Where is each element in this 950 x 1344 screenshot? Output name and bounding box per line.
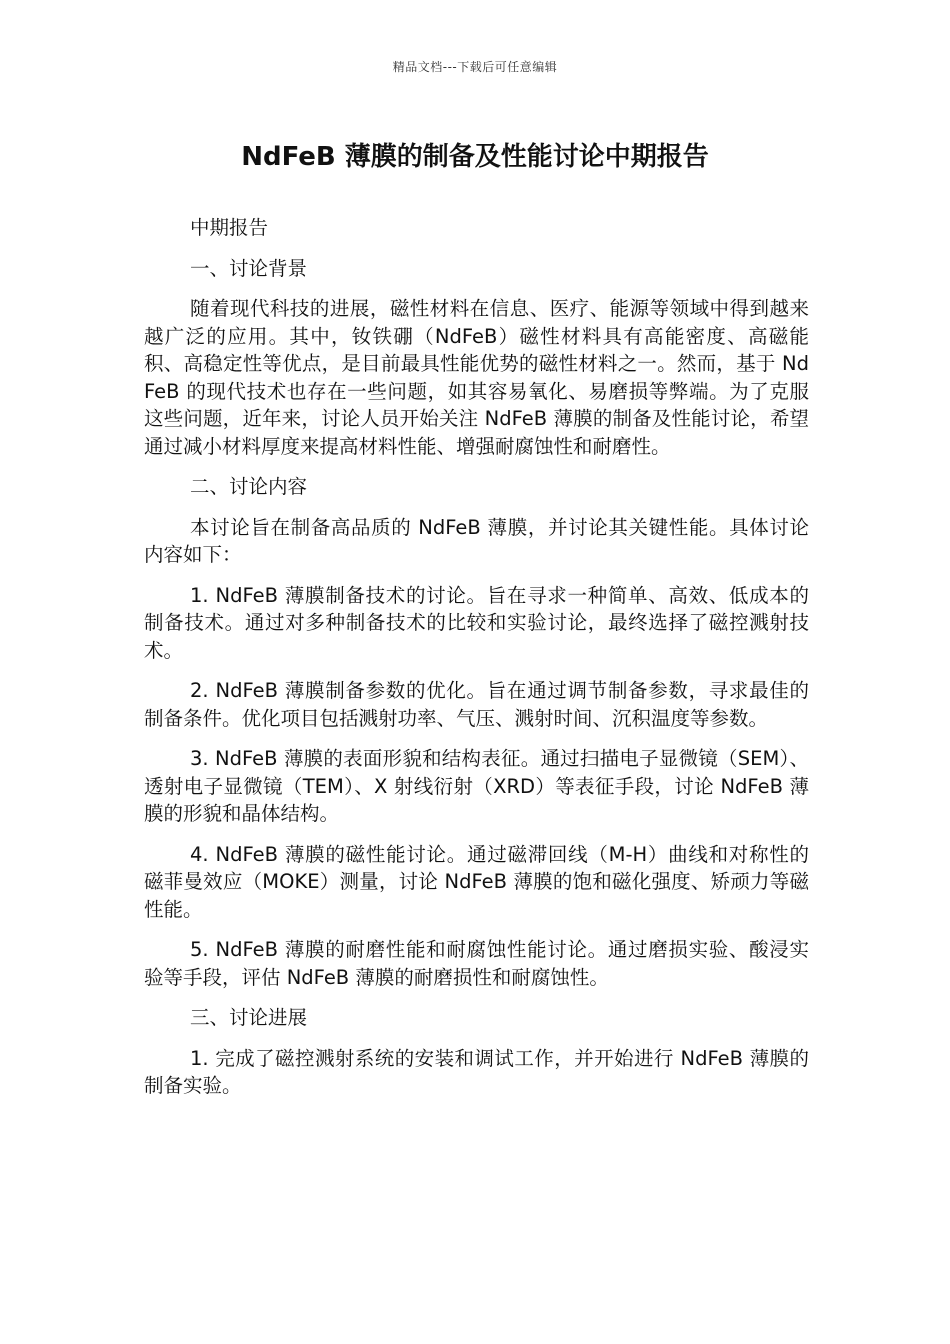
content-item: 5. NdFeB 薄膜的耐磨性能和耐腐蚀性能讨论。通过磨损实验、酸浸实验等手段，评估 NdFeB 薄膜的耐磨损性和耐腐蚀性。: [144, 938, 809, 989]
content-item: 2. NdFeB 薄膜制备参数的优化。旨在通过调节制备参数，寻求最佳的制备条件。优化项目包括溅射功率、气压、溅射时间、沉积温度等参数。: [144, 679, 809, 730]
section-heading-background: 一、讨论背景: [190, 256, 308, 280]
content-intro-paragraph: 本讨论旨在制备高品质的 NdFeB 薄膜，并讨论其关键性能。具体讨论内容如下：: [144, 515, 809, 566]
content-item: 4. NdFeB 薄膜的磁性能讨论。通过磁滞回线（M-H）曲线和对称性的磁菲曼效应（MOKE）测量，讨论 NdFeB 薄膜的饱和磁化强度、矫顽力等磁性能。: [144, 842, 809, 921]
background-paragraph: 随着现代科技的进展，磁性材料在信息、医疗、能源等领域中得到越来越广泛的应用。其中，钕铁硼（NdFeB）磁性材料具有高能密度、高磁能积、高稳定性等优点，是目前最具性能优势的磁性材料之一。然而，基于 NdFeB 的现代技术也存在一些问题，如其容易氧化、易磨损等弊端。为了克服这些问题，近年来，讨论人员开始关注 NdFeB 薄膜的制备及性能讨论，希望通过减小材料厚度来提高材料性能、增强耐腐蚀性和耐磨性。: [144, 297, 809, 458]
report-label: 中期报告: [190, 216, 269, 239]
content-item: 3. NdFeB 薄膜的表面形貌和结构表征。通过扫描电子显微镜（SEM）、透射电子显微镜（TEM）、X 射线衍射（XRD）等表征手段，讨论 NdFeB 薄膜的形貌和晶体结构。: [144, 747, 809, 825]
section-heading-content: 二、讨论内容: [190, 475, 308, 498]
document-body: [144, 214, 809, 1113]
content-item: 1. NdFeB 薄膜制备技术的讨论。旨在寻求一种简单、高效、低成本的制备技术。通过对多种制备技术的比较和实验讨论，最终选择了磁控溅射技术。: [144, 583, 809, 662]
document-title: NdFeB 薄膜的制备及性能讨论中期报告: [241, 142, 709, 172]
progress-item: 1. 完成了磁控溅射系统的安装和调试工作，并开始进行 NdFeB 薄膜的制备实验。: [144, 1046, 809, 1097]
page-header: 精品文档---下载后可任意编辑: [392, 60, 558, 74]
section-heading-progress: 三、讨论进展: [190, 1006, 308, 1029]
